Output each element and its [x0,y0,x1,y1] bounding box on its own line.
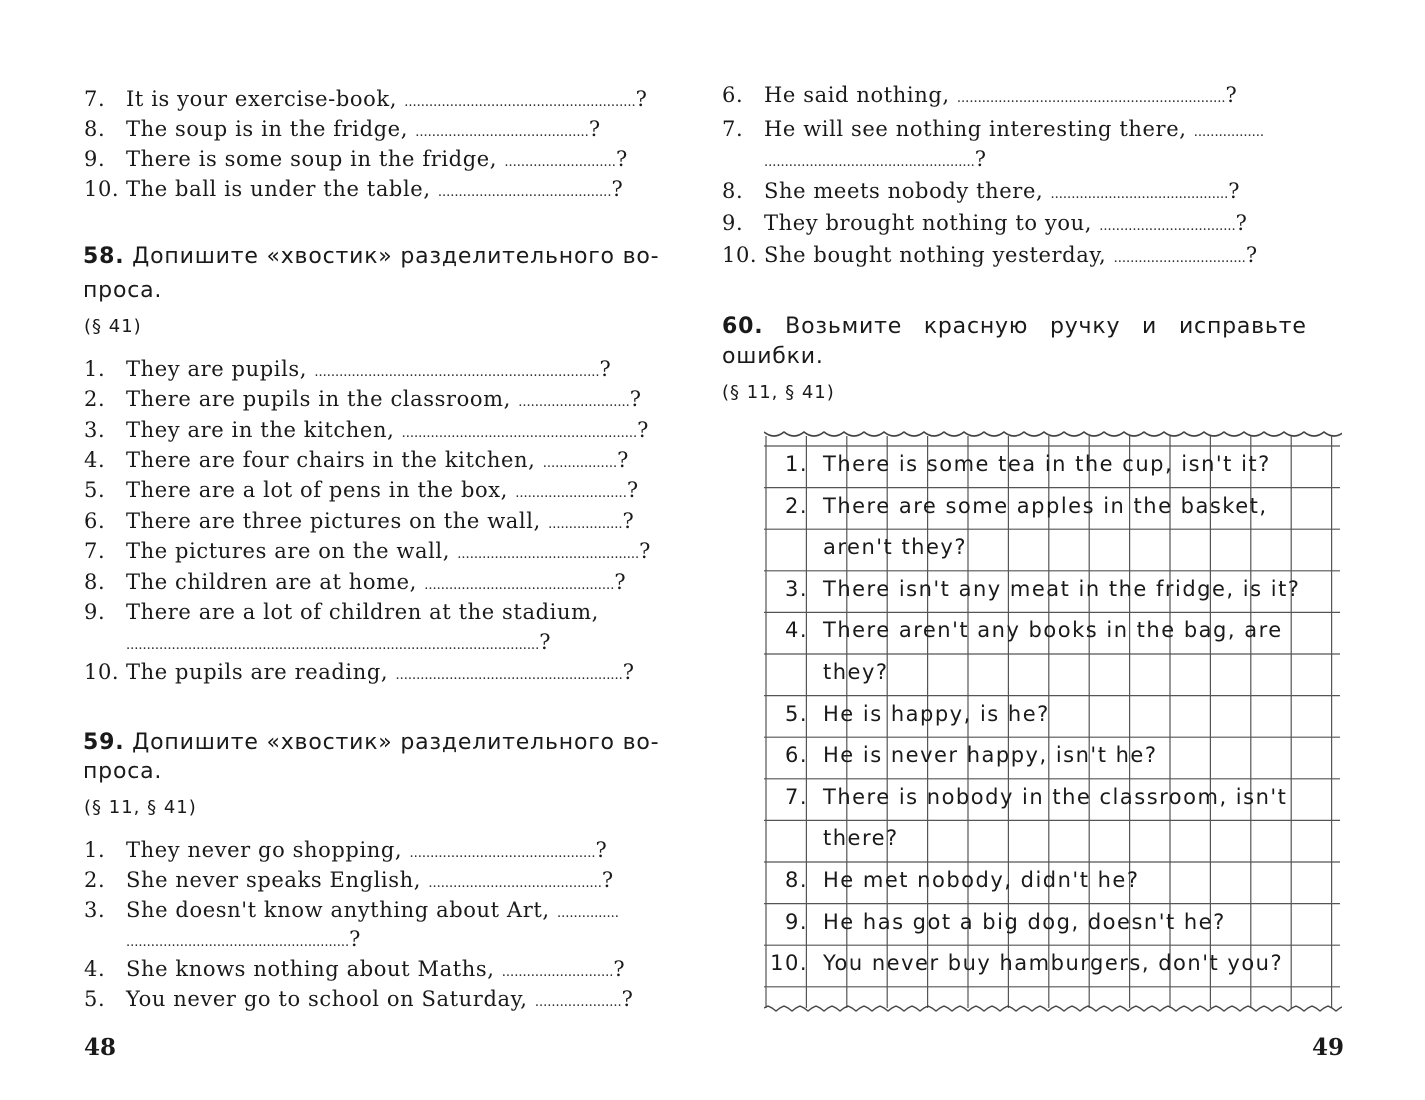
list-item: 5. There are a lot of pens in the box, ...........................? [84,478,639,502]
list-item: 7. The pictures are on the wall, ............................................? [84,539,651,563]
grid-row-text: He met nobody, didn't he? [823,868,1140,892]
list-item: 2. There are pupils in the classroom, ...........................? [84,387,642,411]
grid-row-text: He has got a big dog, doesn't he? [823,909,1226,934]
list-item: 10. She bought nothing yesterday, ................................? [722,243,1258,267]
exercise-60-title: 60. Возьмите красную ручку и исправьте [722,314,1307,339]
exercise-59-ref: (§ 11, § 41) [84,797,197,818]
list-item: 1. They never go shopping, .............................................? [84,838,608,862]
grid-row-text: there? [823,826,899,851]
page-number: 48 [84,1034,117,1061]
list-item: 6. There are three pictures on the wall, ..................? [84,509,635,533]
list-item: 8. The children are at home, ..............................................? [84,570,627,594]
grid-row-text: You never buy hamburgers, don't you? [823,951,1284,976]
exercise-58-title: 58. Допишите «хвостик» разделительного во- [83,244,660,269]
exercise-60-title-cont: ошибки. [722,344,824,369]
list-item: 4. She knows nothing about Maths, ...........................? [84,957,626,981]
list-item: 10. The ball is under the table, ..........................................? [84,177,624,201]
list-item: 8. She meets nobody there, ...........................................? [722,179,1241,203]
grid-row-number: 5. [784,701,808,726]
grid-bottom-edge [764,1006,1342,1011]
exercise-58-ref: (§ 41) [84,316,142,337]
exercise-60-grid [764,418,1342,1013]
list-item-continuation: ...................................................? [764,147,987,171]
list-item: 2. She never speaks English, ..........................................? [84,868,614,892]
grid-row-text: There are some apples in the basket, [823,493,1268,518]
grid-row-number: 9. [784,909,808,934]
list-item: 5. You never go to school on Saturday, .....................? [84,987,634,1011]
list-item: 7. He will see nothing interesting there, ................. [722,117,1265,141]
list-item: 7. It is your exercise-book, ........................................................? [84,87,648,111]
grid-row-text: aren't they? [823,535,967,560]
grid-row-number: 3. [784,576,808,601]
list-item: 1. They are pupils, .....................................................................? [84,357,612,381]
grid-row-text: He is never happy, isn't he? [823,743,1158,768]
list-item: 10. The pupils are reading, .......................................................? [84,660,635,684]
grid-row-number: 10. [770,951,808,976]
grid-row-number: 2. [784,493,808,518]
list-item: 9. They brought nothing to you, .................................? [722,211,1248,235]
grid-row-text: He is happy, is he? [823,701,1050,726]
list-item-continuation: ....................................................................................................? [126,630,552,654]
grid-row-text: There aren't any books in the bag, are [823,618,1283,643]
list-item: 9. There is some soup in the fridge, ...........................? [84,147,628,171]
grid-row-number: 6. [784,743,808,768]
list-item: 6. He said nothing, .................................................................? [722,83,1238,107]
exercise-59-title-cont: проса. [83,759,163,784]
list-item: 9. There are a lot of children at the stadium, [84,600,599,624]
grid-row-text: they? [823,660,889,684]
exercise-59-title: 59. Допишите «хвостик» разделительного во- [83,730,660,755]
grid-row-text: There isn't any meat in the fridge, is it? [823,576,1301,601]
exercise-60-ref: (§ 11, § 41) [722,382,835,403]
grid-row-number: 4. [784,618,808,643]
page-number: 49 [1312,1034,1345,1061]
exercise-58-title-cont: проса. [83,278,163,303]
list-item: 8. The soup is in the fridge, ..........................................? [84,117,601,141]
list-item: 4. There are four chairs in the kitchen, ..................? [84,448,629,472]
grid-row-number: 1. [784,452,808,476]
grid-top-edge [764,432,1342,436]
grid-row-text: There is some tea in the cup, isn't it? [823,452,1271,476]
grid-row-number: 8. [784,868,808,892]
grid-row-number: 7. [784,784,808,809]
grid-row-text: There is nobody in the classroom, isn't [823,784,1288,809]
list-item: 3. She doesn't know anything about Art, ............... [84,898,619,922]
list-item-continuation: ......................................................? [126,927,362,951]
left-page [0,0,712,1100]
list-item: 3. They are in the kitchen, .........................................................? [84,418,650,442]
